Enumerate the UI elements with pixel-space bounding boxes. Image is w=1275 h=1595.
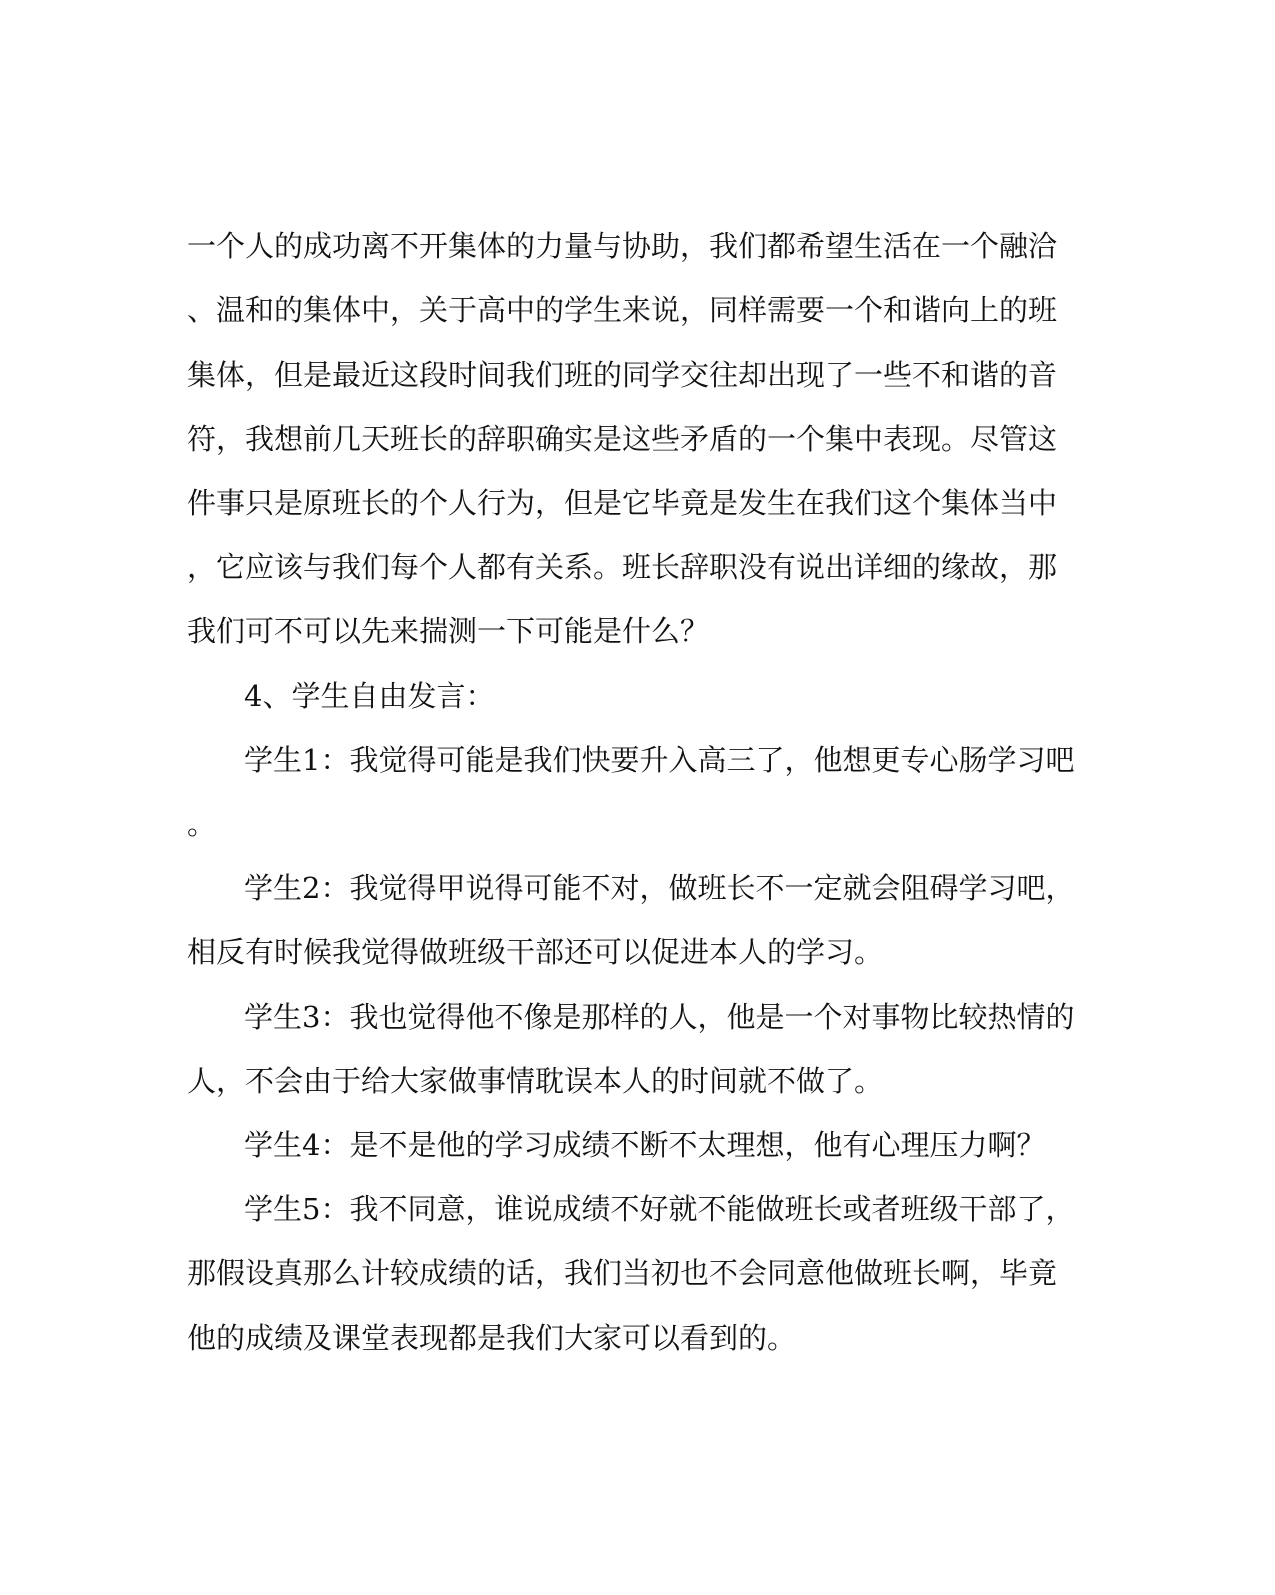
- student-1-line: 学生1：我觉得可能是我们快要升入高三了，他想更专心肠学习吧: [244, 743, 1075, 777]
- text-line: 一个人的成功离不开集体的力量与协助，我们都希望生活在一个融洽: [187, 229, 1058, 263]
- student-3-line: 学生3：我也觉得他不像是那样的人，他是一个对事物比较热情的: [244, 1000, 1075, 1034]
- text-line: 相反有时候我觉得做班级干部还可以促进本人的学习。: [187, 935, 884, 969]
- text-line: ，它应该与我们每个人都有关系。班长辞职没有说出详细的缘故，那: [187, 550, 1058, 584]
- student-5-line: 学生5：我不同意，谁说成绩不好就不能做班长或者班级干部了，: [244, 1192, 1075, 1226]
- section-heading: 4、学生自由发言：: [244, 679, 495, 713]
- text-line: 他的成绩及课堂表现都是我们大家可以看到的。: [187, 1321, 797, 1355]
- student-2-line: 学生2：我觉得甲说得可能不对，做班长不一定就会阻碍学习吧，: [244, 871, 1075, 905]
- text-line: 件事只是原班长的个人行为，但是它毕竟是发生在我们这个集体当中: [187, 486, 1058, 520]
- text-line: 集体，但是最近这段时间我们班的同学交往却出现了一些不和谐的音: [187, 358, 1058, 392]
- text-line: 。: [187, 807, 217, 841]
- text-line: 符，我想前几天班长的辞职确实是这些矛盾的一个集中表现。尽管这: [187, 422, 1058, 456]
- text-line: 那假设真那么计较成绩的话，我们当初也不会同意他做班长啊，毕竟: [187, 1256, 1058, 1290]
- text-line: 、温和的集体中，关于高中的学生来说，同样需要一个和谐向上的班: [187, 293, 1058, 327]
- student-4-line: 学生4：是不是他的学习成绩不断不太理想，他有心理压力啊？: [244, 1128, 1046, 1162]
- text-line: 人，不会由于给大家做事情耽误本人的时间就不做了。: [187, 1064, 884, 1098]
- text-line: 我们可不可以先来揣测一下可能是什么？: [187, 614, 710, 648]
